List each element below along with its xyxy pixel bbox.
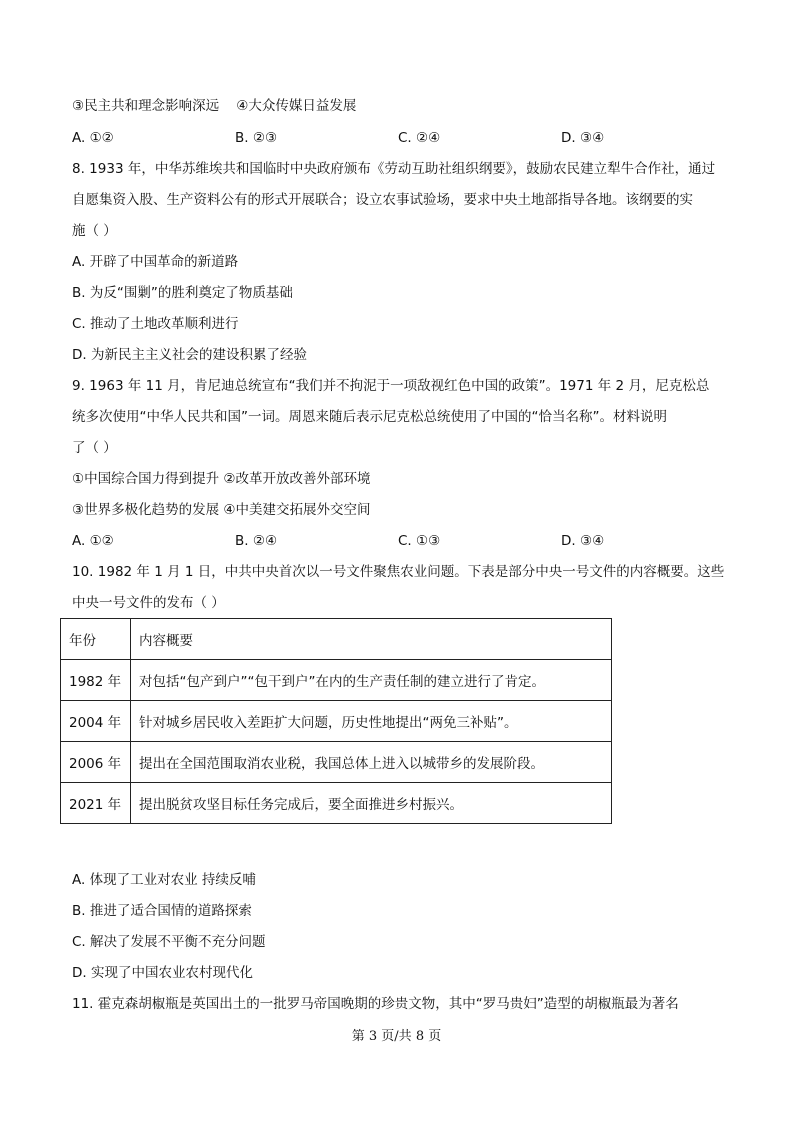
table-cell-year: 2006 年: [61, 742, 131, 783]
page-number-footer: 第 3 页/共 8 页: [351, 1029, 442, 1044]
q8-option-c[interactable]: C. 推动了土地改革顺利进行: [72, 316, 239, 332]
q9-statements-2: ③世界多极化趋势的发展 ④中美建交拓展外交空间: [72, 502, 371, 518]
table-cell-summary: 提出在全国范围取消农业税，我国总体上进入以城带乡的发展阶段。: [131, 742, 612, 783]
q7-statements: [72, 96, 356, 116]
table-header-row: [61, 619, 612, 660]
q9-stem-line-2: 统多次使用“中华人民共和国”一词。周恩来随后表示尼克松总统使用了中国的“恰当名称”。材料说明: [72, 409, 667, 425]
q9-options: [72, 531, 692, 551]
table-row: [61, 783, 612, 824]
q7-option-d[interactable]: D. ③④: [561, 130, 605, 146]
table-row: [61, 701, 612, 742]
q7-statement-4: ④大众传媒日益发展: [236, 98, 357, 114]
q7-options: [72, 128, 692, 148]
q9-option-b[interactable]: B. ②④: [235, 533, 278, 549]
q10-option-b[interactable]: B. 推进了适合国情的道路探索: [72, 903, 252, 919]
q7-option-a[interactable]: A. ①②: [72, 130, 114, 146]
q7-statement-3: ③民主共和理念影响深远: [72, 98, 220, 114]
q10-option-d[interactable]: D. 实现了中国农业农村现代化: [72, 965, 253, 981]
q9-statements-1: ①中国综合国力得到提升 ②改革开放改善外部环境: [72, 471, 371, 487]
q9-option-a[interactable]: A. ①②: [72, 533, 114, 549]
table-row: [61, 660, 612, 701]
q9-option-c[interactable]: C. ①③: [398, 533, 441, 549]
table-header-summary: 内容概要: [131, 619, 612, 660]
q8-option-b[interactable]: B. 为反“围剿”的胜利奠定了物质基础: [72, 285, 293, 301]
q7-option-c[interactable]: C. ②④: [398, 130, 441, 146]
q10-table: [60, 618, 612, 824]
table-cell-summary: 针对城乡居民收入差距扩大问题，历史性地提出“两免三补贴”。: [131, 701, 612, 742]
q9-stem-line-3: 了（ ）: [72, 440, 117, 456]
q11-stem-line-1: 11. 霍克森胡椒瓶是英国出土的一批罗马帝国晚期的珍贵文物，其中“罗马贵妇”造型的胡椒瓶最为著名: [72, 996, 679, 1012]
table-cell-year: 2004 年: [61, 701, 131, 742]
q8-option-d[interactable]: D. 为新民主主义社会的建设积累了经验: [72, 347, 307, 363]
q8-option-a[interactable]: A. 开辟了中国革命的新道路: [72, 254, 239, 270]
table-cell-year: 2021 年: [61, 783, 131, 824]
q10-option-a[interactable]: A. 体现了工业对农业 持续反哺: [72, 872, 256, 888]
table-cell-summary: 对包括“包产到户”“包干到户”在内的生产责任制的建立进行了肯定。: [131, 660, 612, 701]
q8-stem-line-2: 自愿集资入股、生产资料公有的形式开展联合；设立农事试验场，要求中央土地部指导各地。该纲要的实: [72, 192, 693, 208]
table-row: [61, 742, 612, 783]
q9-option-d[interactable]: D. ③④: [561, 533, 605, 549]
q9-stem-line-1: 9. 1963 年 11 月，肯尼迪总统宣布“我们并不拘泥于一项敌视红色中国的政策”。1971 年 2 月，尼克松总: [72, 378, 710, 394]
q10-option-c[interactable]: C. 解决了发展不平衡不充分问题: [72, 934, 266, 950]
table-cell-year: 1982 年: [61, 660, 131, 701]
q8-stem-line-3: 施（ ）: [72, 223, 117, 239]
table-header-year: 年份: [61, 619, 131, 660]
q10-stem-line-2: 中央一号文件的发布（ ）: [72, 595, 225, 611]
q10-stem-line-1: 10. 1982 年 1 月 1 日，中共中央首次以一号文件聚焦农业问题。下表是部分中央一号文件的内容概要。这些: [72, 564, 725, 580]
table-cell-summary: 提出脱贫攻坚目标任务完成后，要全面推进乡村振兴。: [131, 783, 612, 824]
q7-option-b[interactable]: B. ②③: [235, 130, 278, 146]
q8-stem-line-1: 8. 1933 年，中华苏维埃共和国临时中央政府颁布《劳动互助社组织纲要》，鼓励农民建立犁牛合作社，通过: [72, 161, 716, 177]
